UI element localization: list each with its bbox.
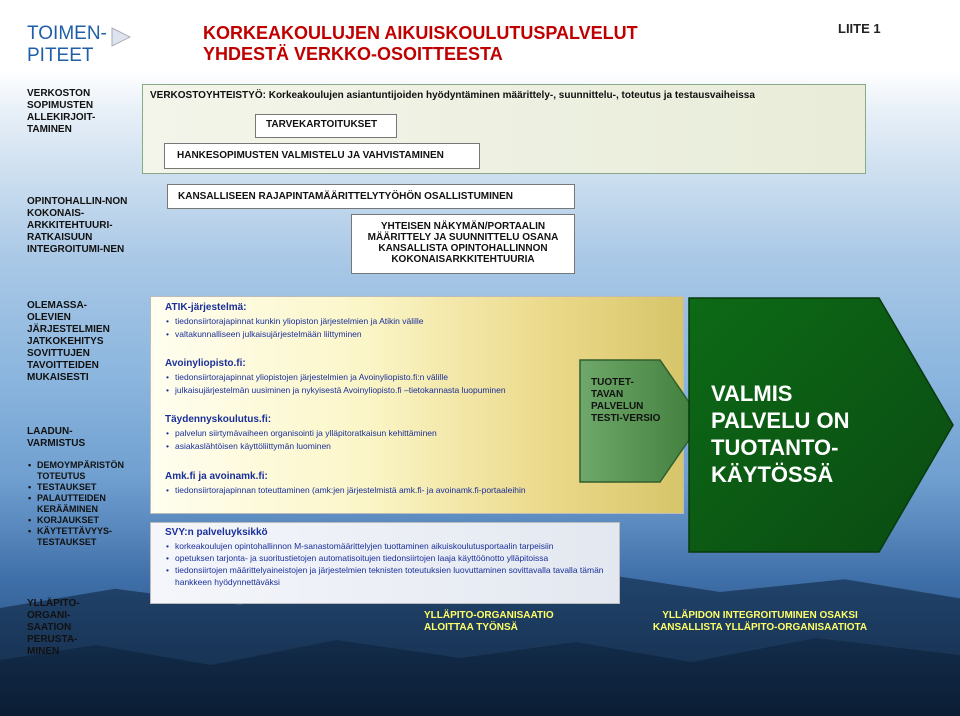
needs-assessment-box: TARVEKARTOITUKSET [255, 114, 397, 138]
quality-item: • PALAUTTEIDEN KERÄÄMINEN [27, 493, 137, 515]
system-title: Amk.fi ja avoinamk.fi: [165, 471, 268, 482]
svy-items [165, 540, 625, 588]
quality-item: • TESTAUKSET [27, 482, 137, 493]
maintenance-integration-label: YLLÄPIDON INTEGROITUMINEN OSAKSI KANSALLISTA YLLÄPITO-ORGANISAATIOTA [652, 610, 868, 633]
annex-label: LIITE 1 [838, 21, 881, 36]
national-interface-box: KANSALLISEEN RAJAPINTAMÄÄRITTELYTYÖHÖN OSALLISTUMINEN [167, 184, 575, 209]
system-title: ATIK-järjestelmä: [165, 302, 247, 313]
page-title-line-1: KORKEAKOULUJEN AIKUISKOULUTUSPALVELUT [203, 23, 638, 43]
portal-definition-box: YHTEISEN NÄKYMÄN/PORTAALIN MÄÄRITTELY JA SUUNNITTELU OSANA KANSALLISTA OPINTOHALLINNON KOKONAISARKKITEHTUURIA [351, 214, 575, 274]
network-cooperation-text: VERKOSTOYHTEISTYÖ: Korkeakoulujen asiantuntijoiden hyödyntäminen määrittely-, suunnittelu-, toteutus ja testausvaiheissa [150, 90, 755, 101]
quality-item: • KÄYTETTÄVYYS-TESTAUKSET [27, 526, 137, 548]
maintenance-start-label: YLLÄPITO-ORGANISAATIO ALOITTAA TYÖNSÄ [424, 610, 554, 633]
system-item: • julkaisujärjestelmän uusiminen ja nykyisestä Avoinyliopisto.fi –tietokannasta luopuminen [165, 384, 675, 397]
svy-item: • opetuksen tarjonta- ja suoritustietojen automatisoitujen tiedonsiirtojen laaja käyttöönotto ylläpitoissa [165, 552, 625, 564]
label-architecture-integration: OPINTOHALLIN-NON KOKONAIS-ARKKITEHTUURI-RATKAISUUN INTEGROITUMI-NEN [27, 196, 128, 255]
arrow-icon [110, 26, 132, 48]
page-title-line-2: YHDESTÄ VERKKO-OSOITTEESTA [203, 44, 503, 64]
page-title [203, 23, 763, 65]
quality-items-list [27, 460, 137, 548]
quality-item: • KORJAUKSET [27, 515, 137, 526]
system-items [165, 484, 685, 497]
system-item: • tiedonsiirtorajapinnan toteuttaminen (amk:jen järjestelmistä amk.fi- ja avoinamk.fi-portaaleihin [165, 484, 685, 497]
agreements-box: HANKESOPIMUSTEN VALMISTELU JA VAHVISTAMINEN [164, 143, 480, 169]
system-atik [165, 302, 675, 341]
svy-item: • korkeakoulujen opintohallinnon M-sanastomäärittelyjen tuottaminen aikuiskoulutusportaalin tarpeisiin [165, 540, 625, 552]
svy-section [165, 527, 625, 588]
label-maintenance-org: YLLÄPITO-ORGANI-SAATION PERUSTA-MINEN [27, 598, 80, 657]
test-version-label: TUOTET-TAVAN PALVELUN TESTI-VERSIO [591, 377, 661, 424]
system-title: Täydennyskoulutus.fi: [165, 414, 272, 425]
system-items [165, 315, 675, 341]
system-title: Avoinyliopisto.fi: [165, 358, 246, 369]
quality-item: • DEMOYMPÄRISTÖN TOTEUTUS [27, 460, 137, 482]
label-quality-assurance: LAADUN-VARMISTUS [27, 426, 86, 449]
system-item: • valtakunnalliseen julkaisujärjestelmään liittyminen [165, 328, 675, 341]
left-column-title: TOIMEN- PITEET [27, 23, 107, 66]
svy-title: SVY:n palveluyksikkö [165, 527, 268, 538]
system-item: • palvelun siirtymävaiheen organisointi ja ylläpitoratkaisun kehittäminen [165, 427, 675, 440]
system-item: • asiakaslähtöisen käyttöliittymän luominen [165, 440, 675, 453]
production-label: VALMIS PALVELU ON TUOTANTO-KÄYTÖSSÄ [711, 381, 850, 487]
label-existing-systems: OLEMASSA-OLEVIEN JÄRJESTELMIEN JATKOKEHITYS SOVITTUJEN TAVOITTEIDEN MUKAISESTI [27, 300, 110, 383]
label-contract-signing: VERKOSTON SOPIMUSTEN ALLEKIRJOIT-TAMINEN [27, 88, 96, 135]
system-item: • tiedonsiirtorajapinnat kunkin yliopiston järjestelmien ja Atikin välille [165, 315, 675, 328]
system-item: • tiedonsiirtorajapinnat yliopistojen järjestelmien ja Avoinyliopisto.fi:n välille [165, 371, 675, 384]
svy-item: • tiedonsiirtojen määrittelyaineistojen ja järjestelmien teknisten toteutuksien luovuttaminen sovittavalla tavalla tämän hankkeen hyödynnettäväksi [165, 564, 625, 588]
